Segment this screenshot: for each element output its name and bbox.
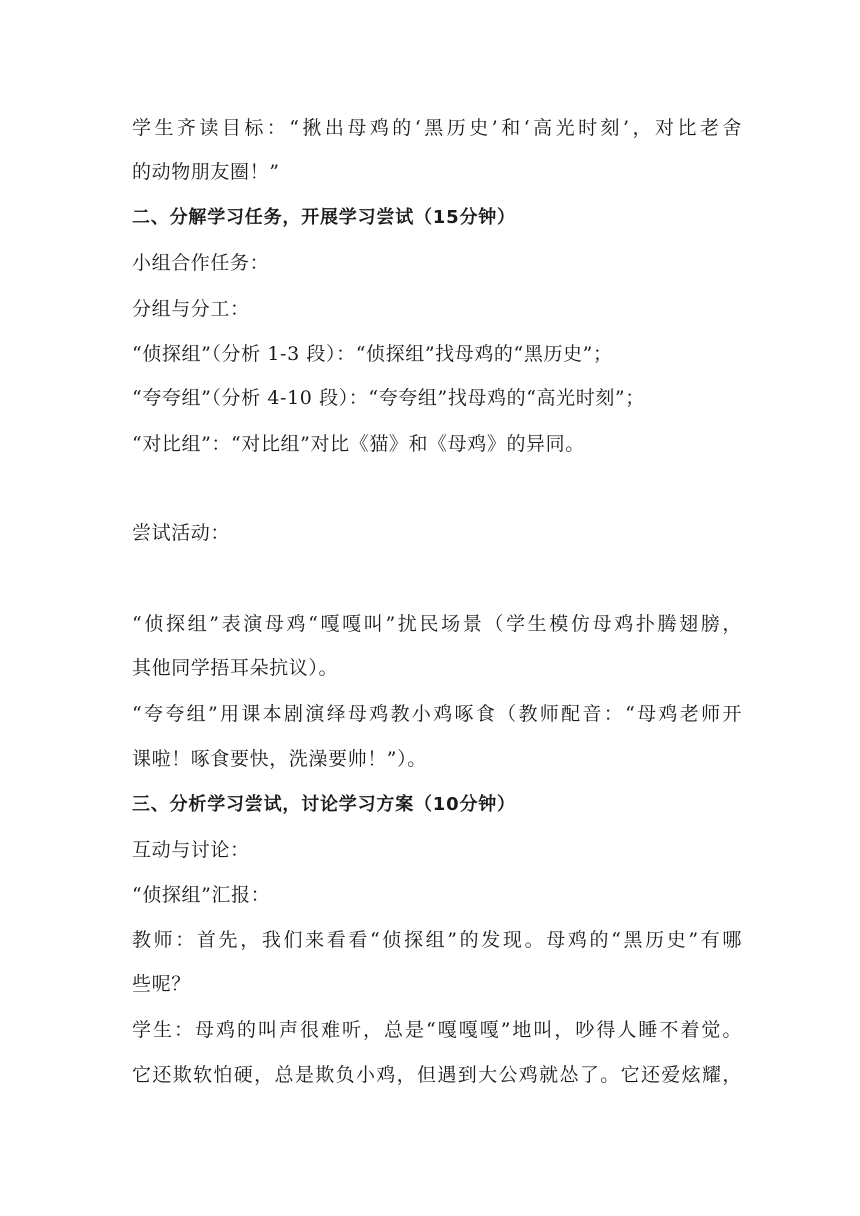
text-line: 互动与讨论： (132, 839, 250, 861)
text-line: “夸夸组”用课本剧演绎母鸡教小鸡啄食（教师配音：“母鸡老师开 (132, 703, 742, 725)
text-line: 课啦！啄食要快，洗澡要帅！”）。 (132, 748, 427, 770)
text-line: “对比组”：“对比组”对比《猫》和《母鸡》的异同。 (132, 433, 585, 455)
text-line: 学生：母鸡的叫声很难听，总是“嘎嘎嘎”地叫，吵得人睡不着觉。 (132, 1019, 742, 1041)
text-line: 学生齐读目标：“揪出母鸡的‘黑历史’和‘高光时刻’，对比老舍 (132, 117, 742, 139)
text-line: 它还欺软怕硬，总是欺负小鸡，但遇到大公鸡就怂了。它还爱炫耀， (132, 1064, 742, 1086)
text-line: “侦探组”（分析 1-3 段）：“侦探组”找母鸡的“黑历史”； (132, 343, 613, 365)
section-heading: 二、分解学习任务，开展学习尝试（15分钟） (132, 207, 516, 228)
text-line: “夸夸组”（分析 4-10 段）：“夸夸组”找母鸡的“高光时刻”； (132, 387, 645, 409)
text-line: “侦探组”汇报： (132, 884, 271, 906)
text-line: 教师：首先，我们来看看“侦探组”的发现。母鸡的“黑历史”有哪 (132, 929, 742, 951)
text-line: 些呢？ (132, 973, 191, 995)
text-line: 的动物朋友圈！” (132, 161, 280, 183)
text-line: “侦探组”表演母鸡“嘎嘎叫”扰民场景（学生模仿母鸡扑腾翅膀， (132, 613, 742, 635)
section-heading: 三、分析学习尝试，讨论学习方案（10分钟） (132, 794, 516, 815)
text-line: 尝试活动： (132, 522, 231, 544)
text-line: 小组合作任务： (132, 252, 270, 274)
text-line: 分组与分工： (132, 298, 250, 320)
text-line: 其他同学捂耳朵抗议）。 (132, 657, 339, 679)
